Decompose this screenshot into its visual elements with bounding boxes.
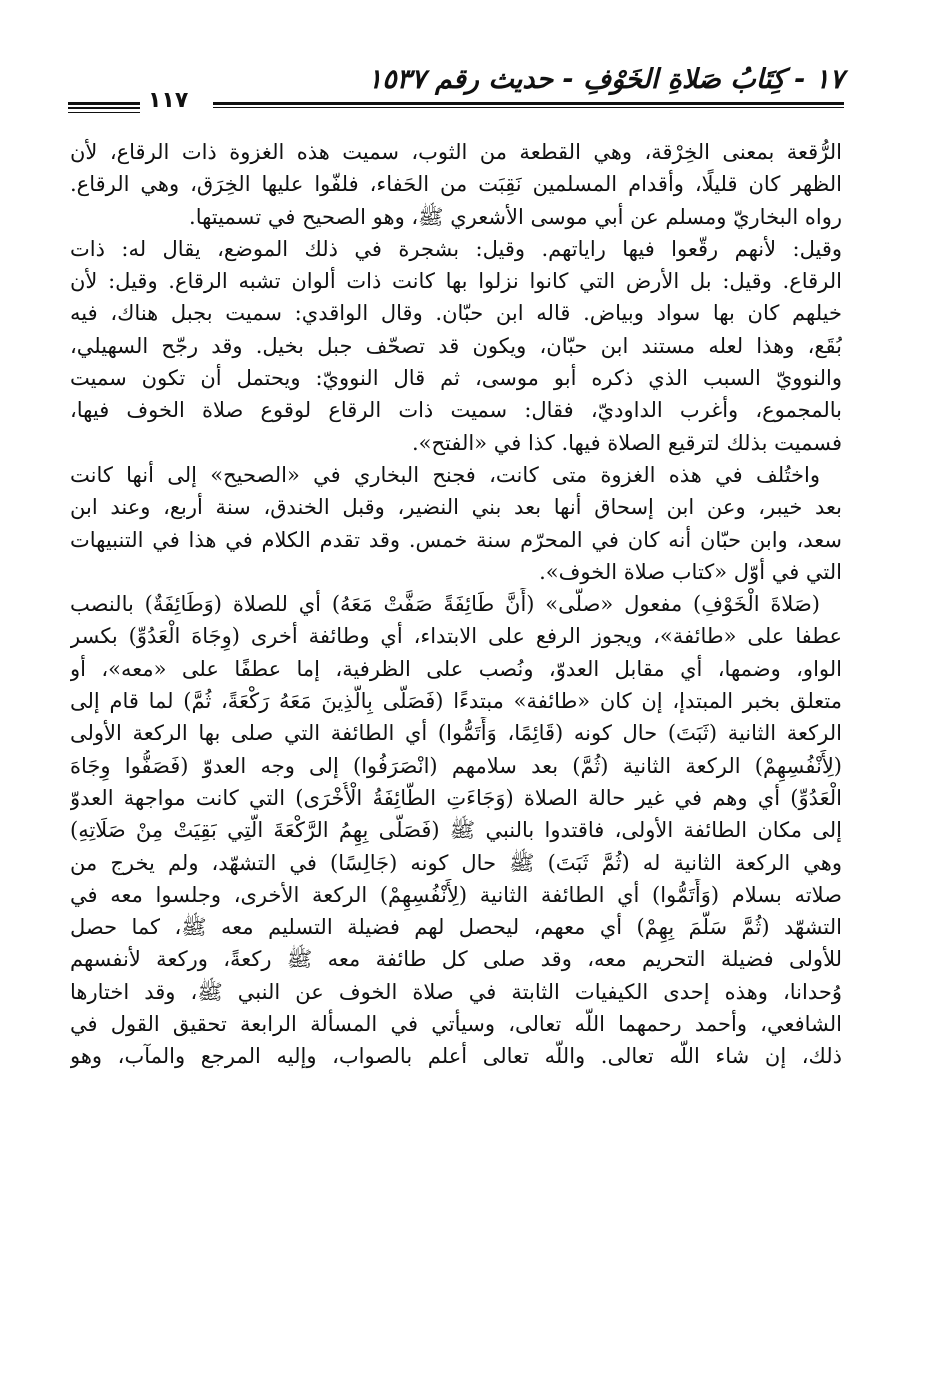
- text-line: الْعَدُوِّ) أي وهم في غير حالة الصلاة (وَجَاءَتِ الطَّائِفَةُ الْأُخْرَى) التي كانت مواجهة العدوّ: [70, 785, 842, 810]
- text-line: فسميت بذلك لترقيع الصلاة فيها. كذا في «الفتح».: [411, 430, 842, 455]
- text-line: الرُّقعة بمعنى الخِرْقة، وهي القطعة من الثوب، سميت هذه الغزوة ذات الرقاع، لأن: [70, 140, 842, 164]
- text-line: والنوويّ السبب الذي ذكره أبو موسى، ثم قال النوويّ: ويحتمل أن تكون سميت: [70, 366, 842, 391]
- text-line: صلاته بسلام (وَأَتَمُّوا) أي الطائفة الثانية (لِأَنْفُسِهِمْ) الركعة الأخرى، وجلسوا معه في: [70, 882, 842, 907]
- text-line: الشافعي، وأحمد رحمهما اللّه تعالى، وسيأتي في المسألة الرابعة تحقيق القول في: [70, 1012, 842, 1037]
- header-rule-thick: [213, 102, 844, 105]
- text-line: الرقاع. وقيل: بل الأرض التي كانوا نزلوا بها كانت ذات ألوان تشبه الرقاع. وقيل: لأن: [70, 269, 842, 294]
- page-number-rule-2: [68, 107, 140, 109]
- text-line: بالمجموع، وأغرب الداوديّ، فقال: سميت ذات الرقاع لوقوع صلاة الخوف فيها،: [70, 398, 842, 423]
- text-line: إلى مكان الطائفة الأولى، فاقتدوا بالنبي ﷺ (فَصَلَّى بِهِمُ الرَّكْعَةَ الَّتِي بَقِيَتْ مِنْ صَلَاتِهِ): [70, 818, 842, 843]
- text-line: وقيل: لأنهم رقّعوا فيها راياتهم. وقيل: بشجرة في ذلك الموضع، يقال له: ذات: [70, 236, 842, 261]
- text-line: (صَلاةَ الْخَوْفِ) مفعول «صلّى» (أَنَّ طَائِفَةً صَفَّتْ مَعَهُ) أي للصلاة (وَطَائِفَةٌ) بالنصب: [70, 592, 820, 617]
- text-line: واختُلف في هذه الغزوة متى كانت، فجنح البخاري في «الصحيح» إلى أنها كانت: [70, 462, 820, 487]
- text-line: وهي الركعة الثانية له (ثُمَّ ثَبَتَ) ﷺ حال كونه (جَالِسًا) في التشهّد، ولم يخرج من: [70, 850, 842, 875]
- text-line: متعلق بخبر المبتدإ، إن كان «طائفة» مبتدءًا (فَصَلَّى بِالَّذِينَ مَعَهُ رَكْعَةً، ثُمَّ) لما قام إلى: [70, 689, 842, 714]
- page-number-rule-1: [68, 102, 140, 105]
- text-line: الظهر كان قليلًا، وأقدام المسلمين نَقِبَت من الحَفاء، فلفّوا عليها الخِرَق، وهي الرقاع.: [70, 172, 842, 197]
- running-title: ١٧ - كِتَابُ صَلاةِ الخَوْفِ - حديث رقم ١٥٣٧: [367, 64, 844, 95]
- header-rule-thin: [213, 107, 844, 108]
- page-number: ١١٧: [148, 88, 189, 113]
- text-line: رواه البخاريّ ومسلم عن أبي موسى الأشعري ﷺ، وهو الصحيح في تسميتها.: [189, 204, 842, 229]
- text-line: وُحدانا، وهذه إحدى الكيفيات الثابتة في صلاة الخوف عن النبي ﷺ، وقد اختارها: [70, 979, 842, 1004]
- page-number-rule-3: [68, 112, 140, 113]
- text-line: عطفا على «طائفة»، ويجوز الرفع على الابتداء، أي وطائفة أخرى (وِجَاهَ الْعَدُوِّ) بكسر: [70, 624, 842, 649]
- text-line: الواو، وضمها، أي مقابل العدوّ، ونُصب على الظرفية، إما عطفًا على «معه»، أو: [70, 656, 842, 681]
- text-line: التي في أوّل «كتاب صلاة الخوف».: [539, 559, 842, 584]
- text-line: سعد، وابن حبّان أنه كان في المحرّم سنة خمس. وقد تقدم الكلام في هذا في التنبيهات: [70, 527, 842, 552]
- text-line: الركعة الثانية (ثَبَتَ) حال كونه (قَائِمًا، وَأَتَمُّوا) أي الطائفة التي صلى بها الركعة الأولى: [70, 721, 842, 746]
- text-line: خيلهم كان بها سواد وبياض. قاله ابن حبّان. وقال الواقدي: سميت بجبل هناك، فيه: [70, 301, 842, 326]
- text-line: (لِأَنْفُسِهِمْ) الركعة الثانية (ثُمَّ) بعد سلامهم (انْصَرَفُوا) إلى وجه العدوّ (فَصَفُّوا وِجَاهَ: [70, 753, 842, 778]
- page-header: [68, 62, 844, 122]
- text-line: ذلك، إن شاء اللّه تعالى. واللّه تعالى أعلم بالصواب، وإليه المرجع والمآب، وهو: [70, 1044, 842, 1069]
- body-text: [70, 136, 842, 1073]
- text-line: بُقَع، وهذا لعله مستند ابن حبّان، ويكون قد تصحّف جبل بخيل. وقد رجّح السهيلي،: [70, 333, 842, 358]
- text-line: التشهّد (ثُمَّ سَلَّمَ بِهِمْ) أي معهم، ليحصل لهم فضيلة التسليم معه ﷺ، كما حصل: [70, 915, 842, 940]
- text-line: بعد خيبر، وعن ابن إسحاق أنها بعد بني النضير، وقبل الخندق، سنة أربع، وعند ابن: [70, 495, 842, 520]
- text-line: للأولى فضيلة التحريم معه، وقد صلى كل طائفة معه ﷺ ركعةً، وركعة لأنفسهم: [70, 947, 842, 972]
